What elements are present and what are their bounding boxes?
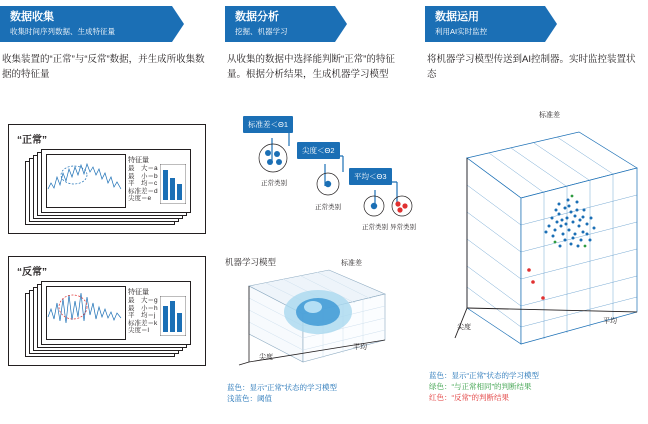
legend-item: 浅蓝色：阈值 bbox=[227, 394, 272, 403]
feature-item: 最 小＝b bbox=[128, 172, 158, 180]
axis-label-x: 尖度 bbox=[259, 354, 273, 361]
tree-node: 平均＜Θ3 bbox=[349, 168, 392, 185]
feature-item: 尖度＝e bbox=[128, 195, 152, 203]
panel-normal bbox=[8, 124, 206, 234]
header-subtitle: 挖掘、机器学习 bbox=[235, 27, 288, 36]
panel-title: “反常” bbox=[17, 267, 47, 278]
description-text: 将机器学习模型传送到AI控制器。实时监控装置状态 bbox=[427, 54, 636, 80]
data-card bbox=[41, 149, 191, 213]
waveform-plot bbox=[46, 154, 126, 208]
feature-bar-chart bbox=[160, 296, 186, 336]
feature-label: 特征量 bbox=[128, 289, 149, 296]
monitor-3d-plot bbox=[447, 112, 647, 362]
axis-label-z: 标准差 bbox=[341, 260, 362, 267]
feature-bar-chart bbox=[160, 164, 186, 204]
header-arrow-icon bbox=[335, 6, 347, 42]
header-arrow-icon bbox=[172, 6, 184, 42]
header-title: 数据运用 bbox=[435, 11, 479, 23]
decision-tree-diagram bbox=[225, 116, 415, 246]
cluster-dots-left bbox=[253, 142, 293, 176]
column-data-collection bbox=[0, 0, 216, 424]
feature-list bbox=[128, 297, 158, 335]
header-arrow-icon bbox=[545, 6, 557, 42]
tree-leaf-label: 正常类别 bbox=[362, 224, 388, 231]
axis-label-y: 平均 bbox=[353, 344, 367, 351]
legend-item: 蓝色：显示“正常”状态的学习模型 bbox=[429, 371, 539, 380]
card-stack bbox=[25, 281, 197, 357]
legend-item: 红色：“反常”的判断结果 bbox=[429, 393, 509, 402]
waveform-plot bbox=[46, 286, 126, 340]
description-text: 收集装置的“正常”与“反常”数据，并生成所收集数据的特征量 bbox=[2, 54, 205, 80]
feature-item: 最 大＝g bbox=[128, 297, 158, 304]
axis-label-z: 标准差 bbox=[539, 112, 560, 119]
axis-label-x: 尖度 bbox=[457, 324, 471, 331]
card-stack bbox=[25, 149, 197, 225]
header-data-usage bbox=[425, 6, 648, 42]
legend-item: 绿色：“与正常相同”的判断结果 bbox=[429, 382, 532, 391]
feature-item: 平 均＝j bbox=[128, 312, 156, 320]
panel-title: “正常” bbox=[17, 135, 47, 146]
header-bar bbox=[0, 6, 172, 42]
header-data-collection bbox=[0, 6, 216, 42]
feature-item: 标准差＝k bbox=[128, 319, 158, 327]
header-subtitle: 利用AI实时监控 bbox=[435, 27, 488, 36]
feature-list bbox=[128, 165, 158, 203]
header-subtitle: 收集时间序列数据、生成特征量 bbox=[10, 27, 115, 36]
column-data-analysis bbox=[225, 0, 415, 424]
model-title: 机器学习模型 bbox=[225, 257, 277, 267]
legend-usage bbox=[429, 370, 539, 403]
feature-label: 特征量 bbox=[128, 157, 149, 164]
header-title: 数据收集 bbox=[10, 11, 54, 23]
panel-abnormal bbox=[8, 256, 206, 366]
feature-item: 尖度＝l bbox=[128, 327, 149, 335]
tree-leaf-label: 正常类别 bbox=[261, 180, 287, 187]
tree-leaf-label: 正常类别 bbox=[315, 204, 341, 211]
tree-leaf-label: 异常类别 bbox=[390, 224, 416, 231]
feature-item: 标准差＝d bbox=[128, 187, 158, 195]
column-data-usage bbox=[425, 0, 648, 424]
cluster-dots-mid bbox=[311, 170, 345, 200]
legend-analysis bbox=[227, 382, 337, 404]
header-title: 数据分析 bbox=[235, 11, 279, 23]
feature-item: 平 均＝c bbox=[128, 180, 158, 188]
header-bar bbox=[225, 6, 335, 42]
header-bar bbox=[425, 6, 545, 42]
cluster-dots-normal bbox=[359, 194, 389, 220]
feature-item: 最 大＝a bbox=[128, 165, 158, 172]
legend-item: 蓝色：显示“正常”状态的学习模型 bbox=[227, 383, 337, 392]
cluster-dots-abnormal bbox=[387, 194, 417, 220]
axis-label-y: 平均 bbox=[603, 318, 617, 325]
tree-node: 标准差＜Θ1 bbox=[243, 116, 293, 133]
tree-node: 尖度＜Θ2 bbox=[297, 142, 340, 159]
data-card bbox=[41, 281, 191, 345]
description-text: 从收集的数据中选择能判断“正常”的特征量。根据分析结果，生成机器学习模型 bbox=[227, 54, 395, 80]
header-data-analysis bbox=[225, 6, 415, 42]
feature-item: 最 小＝h bbox=[128, 304, 158, 312]
